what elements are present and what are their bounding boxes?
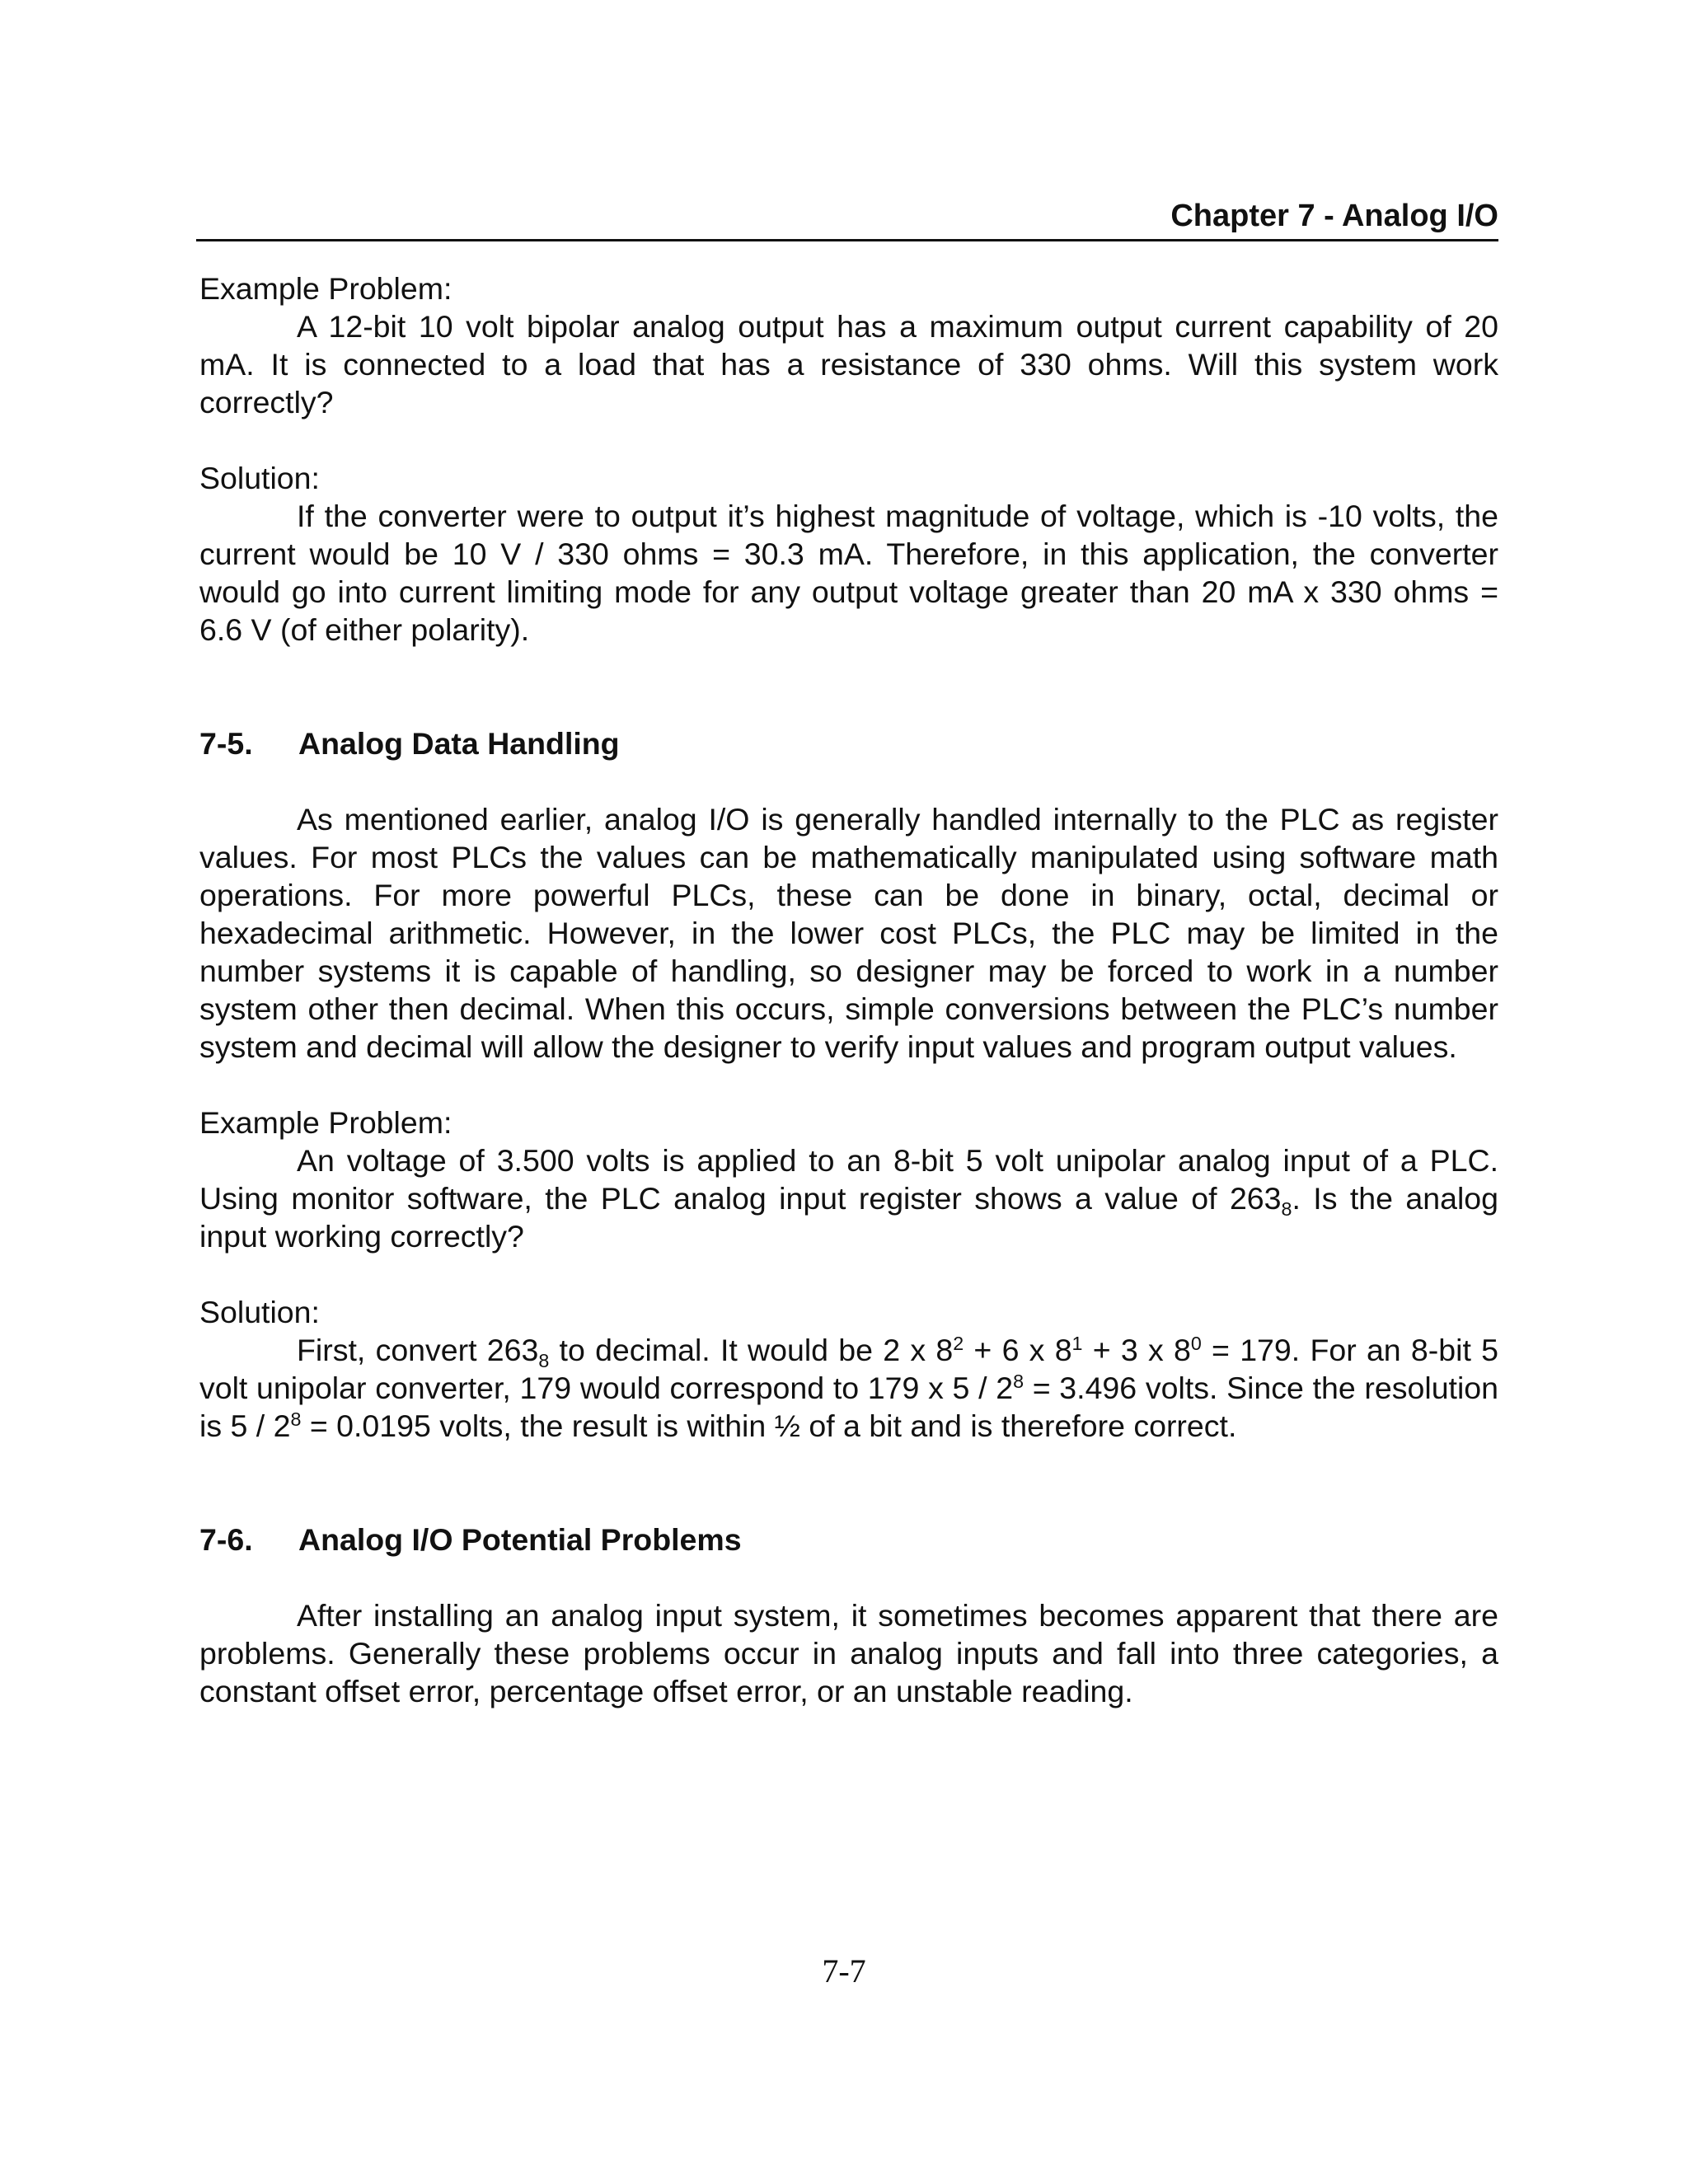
section-heading-7-6 xyxy=(199,1521,1498,1558)
example-label: Example Problem: xyxy=(199,271,452,306)
page-content xyxy=(199,269,1498,1710)
section-heading-7-5 xyxy=(199,724,1498,762)
subscript: 8 xyxy=(538,1350,550,1372)
example-label: Example Problem: xyxy=(199,1105,452,1140)
chapter-header: Chapter 7 - Analog I/O xyxy=(1170,199,1498,233)
solution-label: Solution: xyxy=(199,461,320,495)
solution-text: First, convert $263_8$ to decimal. It would be 2 x $8^2 + 6$ x $8^1 + 3$ x $8^0 = 179$. For an 8-bit 5 volt unipolar converter, 179 would correspond to 179 x $5 / 2^8 = 3.496$ volts. Since the resolution is $5 / 2^8 = 0.0195$ volts, the result is within ½ of a bit and is therefore correct. xyxy=(199,1333,1499,1443)
exponent: 1 xyxy=(1071,1333,1083,1355)
section-title: Analog Data Handling xyxy=(298,726,620,761)
solution-label: Solution: xyxy=(199,1295,320,1329)
page-number: 7-7 xyxy=(822,1952,866,1990)
exponent: 2 xyxy=(953,1333,964,1355)
section-number: 7-6. xyxy=(199,1522,253,1557)
example-problem-text: An voltage of 3.500 volts is applied to an 8-bit 5 volt unipolar analog input of a PLC. Using monitor software, the PLC analog input register shows a value of $263_8$. Is the analog input working correctly? xyxy=(199,1143,1498,1254)
section-body: As mentioned earlier, analog I/O is generally handled internally to the PLC as register values. For most PLCs the values can be mathematically manipulated using software math operations. For more powerful PLCs, these can be done in binary, octal, decimal or hexadecimal arithmetic. However, in the lower cost PLCs, the PLC may be limited in the number systems it is capable of handling, so designer may be forced to work in a number system other then decimal. When this occurs, simple conversions between the PLC’s number system and decimal will allow the designer to verify input values and program output values. xyxy=(199,802,1498,1064)
section-title: Analog I/O Potential Problems xyxy=(298,1522,742,1557)
section-body: After installing an analog input system, it sometimes becomes apparent that there are problems. Generally these problems occur in analog inputs and fall into three categories, a constant offset error, percentage offset error, or an unstable reading. xyxy=(199,1598,1498,1708)
exponent: 8 xyxy=(290,1408,302,1431)
exponent: 0 xyxy=(1190,1333,1202,1355)
header-rule xyxy=(196,239,1498,241)
exponent: 8 xyxy=(1013,1371,1024,1393)
example-problem-text: A 12-bit 10 volt bipolar analog output has a maximum output current capability of 20 mA. It is connected to a load that has a resistance of 330 ohms. Will this system work correctly? xyxy=(199,309,1498,419)
section-number: 7-5. xyxy=(199,726,253,761)
solution-text: If the converter were to output it’s highest magnitude of voltage, which is -10 volts, the current would be 10 V / 330 ohms = 30.3 mA. Therefore, in this application, the converter would go into current limiting mode for any output voltage greater than 20 mA x 330 ohms = 6.6 V (of either polarity). xyxy=(199,499,1498,647)
subscript: 8 xyxy=(1281,1198,1292,1221)
